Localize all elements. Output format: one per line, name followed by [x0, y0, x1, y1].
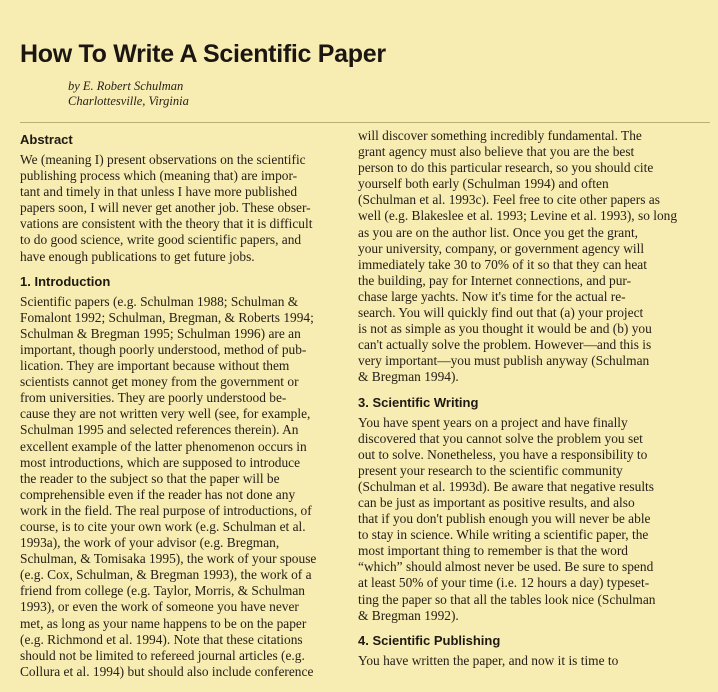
text-line: comprehensible even if the reader has not done any	[20, 486, 296, 502]
text-line: can be just as important as positive results, and also	[358, 494, 635, 510]
text-line: Fomalont 1992; Schulman, Bregman, & Roberts 1994;	[20, 309, 314, 325]
text-line: important, though poorly understood, method of pub-	[20, 341, 307, 357]
text-line: vations are consistent with the theory that it is difficult	[20, 216, 313, 232]
text-line: person to do this particular research, so you should cite	[358, 160, 654, 176]
scientific-publishing-body	[358, 653, 710, 669]
text-line: We (meaning I) present observations on the scientific	[20, 152, 306, 167]
scientific-writing-body	[358, 415, 710, 624]
text-line: Scientific papers (e.g. Schulman 1988; Schulman &	[20, 293, 299, 309]
text-line: well (e.g. Blakeslee et al. 1993; Levine et al. 1993), so long	[358, 208, 678, 224]
text-line: present your research to the scientific community	[358, 462, 623, 478]
right-column	[358, 128, 710, 692]
text-line: from universities. They are poorly understood be-	[20, 390, 287, 406]
author-line: by E. Robert Schulman	[68, 79, 184, 93]
introduction-body	[20, 294, 332, 680]
text-line: friend from college (e.g. Taylor, Morris, & Schulman	[20, 583, 305, 599]
location-line: Charlottesville, Virginia	[68, 94, 189, 108]
text-line: as you are on the author list. Once you get the grant,	[358, 224, 639, 240]
text-line: (Schulman et al. 1993c). Feel free to cite other papers as	[358, 192, 660, 208]
text-line: out to solve. Nonetheless, you have a responsibility to	[358, 446, 648, 462]
text-line: cause they are not written very well (see, for example,	[20, 406, 311, 422]
introduction-heading: 1. Introduction	[20, 273, 111, 289]
text-line: grant agency must also believe that you are the best	[358, 144, 635, 160]
text-line: should not be limited to refereed journal articles (e.g.	[20, 647, 305, 663]
text-line: tant and timely in that unless I have more published	[20, 184, 298, 200]
text-line: (Schulman et al. 1993d). Be aware that negative results	[358, 478, 654, 494]
text-line: most introductions, which are supposed to introduce	[20, 454, 301, 470]
left-column	[20, 128, 332, 692]
text-line: the reader to the subject so that the paper will be	[20, 470, 280, 486]
text-line: papers soon, I will never get another job. These obser-	[20, 200, 311, 216]
text-line: the building, pay for Internet connections, and pur-	[358, 272, 632, 288]
text-line: your university, company, or government agency will	[358, 240, 645, 256]
text-line: immediately take 30 to 70% of it so that they can heat	[358, 256, 647, 272]
text-line: scientists cannot get money from the government or	[20, 374, 299, 390]
text-line: You have spent years on a project and have finally	[358, 414, 628, 430]
text-line: most important thing to remember is that the word	[358, 543, 628, 559]
text-line: Collura et al. 1994) but should also include conference	[20, 663, 314, 679]
text-line: to do good science, write good scientific papers, and	[20, 232, 302, 248]
paper-title: How To Write A Scientific Paper	[20, 40, 386, 68]
text-line: Schulman, & Tomisaka 1995), the work of your spouse	[20, 551, 317, 567]
text-line: that if you don't publish enough you will never be able	[358, 511, 651, 527]
scientific-writing-heading: 3. Scientific Writing	[358, 394, 479, 410]
text-line: (e.g. Richmond et al. 1994). Note that these citations	[20, 631, 303, 647]
text-line: & Bregman 1992).	[358, 607, 459, 623]
text-line: will discover something incredibly fundamental. The	[358, 128, 642, 143]
text-line: discovered that you cannot solve the problem you set	[358, 430, 643, 446]
text-line: met, as long as your name happens to be on the paper	[20, 615, 307, 631]
text-line: is not as simple as you thought it would be and (b) you	[358, 321, 652, 337]
text-line: yourself both early (Schulman 1994) and often	[358, 176, 609, 192]
text-line: at least 50% of your time (i.e. 12 hours a day) typeset-	[358, 575, 650, 591]
text-line: have enough publications to get future jobs.	[20, 248, 255, 264]
text-line: Schulman 1995 and selected references therein). An	[20, 422, 299, 438]
scientific-publishing-heading: 4. Scientific Publishing	[358, 632, 501, 648]
byline	[68, 79, 189, 109]
text-line: 1993a), the work of your advisor (e.g. Bregman,	[20, 535, 280, 551]
text-line: 1993), or even the work of someone you have never	[20, 599, 299, 615]
header-divider	[20, 122, 710, 123]
abstract-heading: Abstract	[20, 132, 73, 147]
text-line: course, is to cite your own work (e.g. Schulman et al.	[20, 518, 306, 534]
text-line: search. You will quickly find out that (a) your project	[358, 305, 644, 321]
text-line: excellent example of the latter phenomenon occurs in	[20, 438, 307, 454]
text-line: lication. They are important because without them	[20, 358, 290, 374]
text-line: publishing process which (meaning that) are impor-	[20, 168, 298, 184]
text-line: work in the field. The real purpose of introductions, of	[20, 502, 312, 518]
text-line: Schulman & Bregman 1995; Schulman 1996) are an	[20, 325, 301, 341]
text-line: ting the paper so that all the tables look nice (Schulman	[358, 591, 656, 607]
text-line: to stay in science. While writing a scientific paper, the	[358, 527, 649, 543]
abstract-body	[20, 152, 332, 265]
text-line: (e.g. Cox, Schulman, & Bregman 1993), the work of a	[20, 567, 312, 583]
text-line: very important—you must publish anyway (Schulman	[358, 353, 650, 369]
text-line: You have written the paper, and now it is time to	[358, 652, 619, 668]
text-line: “which” should almost never be used. Be sure to spend	[358, 559, 654, 575]
text-line: & Bregman 1994).	[358, 369, 459, 385]
text-line: chase large yachts. Now it's time for the actual re-	[358, 288, 626, 304]
introduction-continued	[358, 128, 710, 386]
text-line: can't actually solve the problem. However—and this is	[358, 337, 652, 353]
